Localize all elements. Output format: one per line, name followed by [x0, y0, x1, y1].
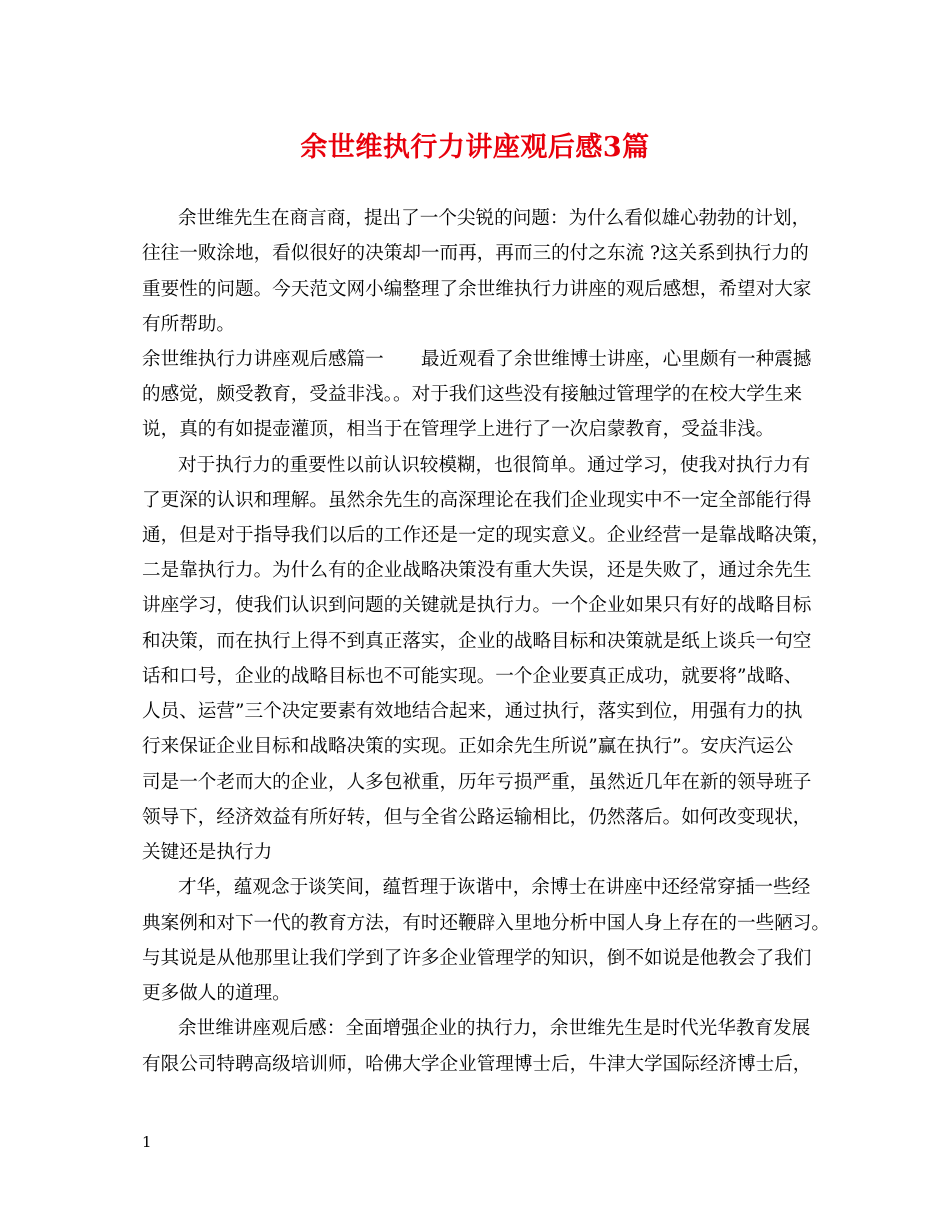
body-line: 人员、运营”三个决定要素有效地结合起来，通过执行，落实到位，用强有力的执 — [142, 701, 803, 722]
body-line: 话和口号，企业的战略目标也不可能实现。一个企业要真正成功，就要将”战略、 — [142, 666, 803, 687]
body-line: 的感觉，颇受教育，受益非浅。。对于我们这些没有接触过管理学的在校大学生来 — [142, 384, 803, 405]
body-line: 说，真的有如提壶灌顶，相当于在管理学上进行了一次启蒙教育，受益非浅。 — [142, 419, 775, 440]
body-line: 对于执行力的重要性以前认识较模糊，也很简单。通过学习，使我对执行力有 — [178, 455, 811, 476]
body-line: 往往一败涂地，看似很好的决策却一而再，再而三的付之东流 ?这关系到执行力的 — [142, 243, 809, 264]
body-line: 二是靠执行力。为什么有的企业战略决策没有重大失误，还是失败了，通过余先生 — [142, 560, 812, 581]
body-line: 关键还是执行力 — [142, 842, 273, 863]
page-number: 1 — [142, 1133, 152, 1151]
body-line: 和决策，而在执行上得不到真正落实，企业的战略目标和决策就是纸上谈兵一句空 — [142, 631, 812, 652]
body-line: 才华，蕴观念于谈笑间，蕴哲理于诙谐中，余博士在讲座中还经常穿插一些经 — [178, 877, 811, 898]
body-line: 行来保证企业目标和战略决策的实现。正如余先生所说”赢在执行”。安庆汽运公 — [142, 736, 794, 757]
body-line: 与其说是从他那里让我们学到了许多企业管理学的知识，倒不如说是他教会了我们 — [142, 948, 812, 969]
body-line: 通，但是对于指导我们以后的工作还是一定的现实意义。企业经营一是靠战略决策， — [142, 525, 830, 546]
body-line: 了更深的认识和理解。虽然余先生的高深理论在我们企业现实中不一定全部能行得 — [142, 490, 812, 511]
body-line: 余世维先生在商言商，提出了一个尖锐的问题：为什么看似雄心勃勃的计划， — [178, 208, 811, 229]
body-line: 讲座学习，使我们认识到问题的关键就是执行力。一个企业如果只有好的战略目标 — [142, 595, 812, 616]
body-line: 更多做人的道理。 — [142, 983, 291, 1004]
body-line: 有所帮助。 — [142, 314, 235, 335]
body-line: 领导下，经济效益有所好转，但与全省公路运输相比，仍然落后。如何改变现状， — [142, 807, 812, 828]
document-title: 余世维执行力讲座观后感3篇 — [300, 132, 650, 163]
body-line: 司是一个老而大的企业，人多包袱重，历年亏损严重，虽然近几年在新的领导班子 — [142, 772, 812, 793]
body-line: 余世维讲座观后感：全面增强企业的执行力，余世维先生是时代光华教育发展 — [178, 1018, 811, 1039]
body-line: 有限公司特聘高级培训师，哈佛大学企业管理博士后，牛津大学国际经济博士后， — [142, 1054, 812, 1075]
body-line: 余世维执行力讲座观后感篇一 最近观看了余世维博士讲座，心里颇有一种震撼 — [142, 349, 812, 370]
body-line: 重要性的问题。今天范文网小编整理了余世维执行力讲座的观后感想，希望对大家 — [142, 279, 812, 300]
body-line: 典案例和对下一代的教育方法，有时还鞭辟入里地分析中国人身上存在的一些陋习。 — [142, 913, 830, 934]
